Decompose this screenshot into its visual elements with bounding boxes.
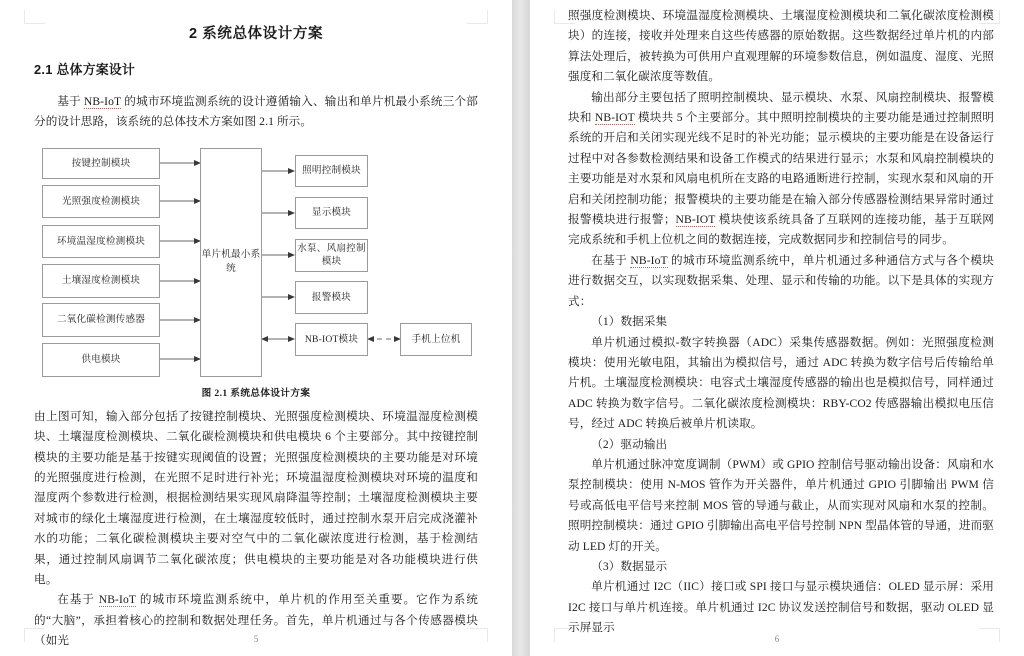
diagram-box-output-1: 显示模块 — [295, 197, 368, 229]
page-number-right: 6 — [774, 634, 780, 644]
paragraph-drive-output: 单片机通过脉冲宽度调制（PWM）或 GPIO 控制信号驱动输出设备：风扇和水泵控制模块：使用 N-MOS 管作为开关器件，单片机通过 GPIO 引脚输出 PWM 信号或高低电平信号来控制 MOS 管的导通与截止，从而实现对风扇和水泵的控制。照明控制模块：通过 GPIO 引脚输出高电平信号控制 NPN 型晶体管的导通，进而驱动 LED 灯的开关。 — [568, 457, 994, 553]
term-nbiot-3: NB-IoT — [630, 253, 668, 267]
page-right — [530, 0, 1024, 656]
list-item-1-heading: （1）数据采集 — [591, 315, 668, 329]
diagram-box-input-3: 土壤湿度检测模块 — [42, 264, 160, 298]
diagram-box-input-4: 二氧化碳检测传感器 — [42, 303, 160, 337]
list-item-3-heading: （3）数据显示 — [591, 559, 668, 573]
page-left-content — [34, 18, 478, 652]
diagram-box-output-4: NB-IOT模块 — [295, 323, 368, 356]
diagram-box-output-2: 水泵、风扇控制模块 — [295, 239, 368, 272]
diagram-box-input-2: 环境温湿度检测模块 — [42, 225, 160, 258]
paragraph-figure-explanation: 由上图可知，输入部分包括了按键控制模块、光照强度检测模块、环境温湿度检测模块、土壤湿度检测模块、二氧化碳检测模块和供电模块 6 个主要部分。其中按键控制模块的主要功能是基于按键实现阈值的设置；光照强度检测模块的主要功能是对环境的光照强度进行检测，在光照不足时进行补光；环境温湿度检测模块对环境的温度和湿度两个参数进行检测，根据检测结果实现风扇降温等控制；土壤湿度检测模块主要对城市的绿化土壤湿度进行检测，在土壤湿度较低时，通过控制水泵开启完成浇灌补水的功能；二氧化碳检测模块主要对空气中的二氧化碳浓度进行检测，基于检测结果，通过控制风扇调节二氧化碳浓度；供电模块的主要功能是对各功能模块进行供电。 — [34, 409, 478, 587]
diagram-box-output-3: 报警模块 — [295, 281, 368, 314]
figure-caption: 图 2.1 系统总体设计方案 — [201, 387, 311, 399]
diagram-box-mcu-core: 单片机最小系统 — [200, 148, 262, 377]
diagram-box-input-5: 供电模块 — [42, 343, 160, 377]
list-item-2-heading: （2）驱动输出 — [591, 437, 668, 451]
section-heading-2-1: 2.1 总体方案设计 — [34, 62, 136, 77]
term-nbiot-2: NB-IoT — [98, 593, 137, 607]
term-nbiot-module-1: NB-IOT — [594, 111, 635, 125]
page-title: 2 系统总体设计方案 — [188, 26, 324, 42]
term-nbiot-module-2: NB-IOT — [675, 213, 716, 227]
figure-2-1-diagram — [34, 145, 478, 383]
diagram-box-input-0: 按键控制模块 — [42, 148, 160, 179]
paragraph-intro: 基于 NB-IoT 的城市环境监测系统的设计遵循输入、输出和单片机最小系统三个部分的设计思路，该系统的总体技术方案如图 2.1 所示。 — [34, 95, 478, 129]
paragraph-data-display: 单片机通过 I2C（IIC）接口或 SPI 接口与显示模块通信：OLED 显示屏：采用 I2C 接口与单片机连接。单片机通过 I2C 协议发送控制信号和数据，驱动 OLED 显示屏显示 — [568, 580, 994, 635]
page-right-content — [568, 6, 994, 639]
paragraph-sensor-connection: 照强度检测模块、环境温湿度检测模块、土壤湿度检测模块和二氧化碳浓度检测模块）的连接，接收并处理来自这些传感器的原始数据。这些数据经过单片机的内部算法处理后，被转换为可供用户直观理解的环境参数信息，例如温度、湿度、光照强度和二氧化碳浓度等数值。 — [568, 9, 994, 84]
term-nbiot: NB-IoT — [83, 95, 122, 108]
page-gutter — [512, 0, 530, 656]
diagram-box-output-0: 照明控制模块 — [295, 155, 368, 187]
paragraph-communication-intro: 在基于 NB-IoT 的城市环境监测系统中，单片机通过多种通信方式与各个模块进行数据交互，以实现数据采集、处理、显示和传输的功能。以下是具体的实现方式： — [568, 253, 994, 308]
diagram-box-input-1: 光照强度检测模块 — [42, 185, 160, 218]
page-number-left: 5 — [253, 634, 259, 644]
paragraph-output-section: 输出部分主要包括了照明控制模块、显示模块、水泵、风扇控制模块、报警模块和 NB-IOT 模块共 5 个主要部分。其中照明控制模块的主要功能是通过控制照明系统的开启和关闭实现光线不足时的补光功能；显示模块的主要功能是在设备运行过程中对各参数检测结果和设备工作模式的结果进行显示；水泵和风扇控制模块的主要功能是对水泵和风扇电机所在支路的电路通断进行控制，实现水泵和风扇的开启和关闭控制功能；报警模块的主要功能是在输入部分传感器检测结果异常时通过报警模块进行报警；NB-IOT 模块使该系统具备了互联网的连接功能，基于互联网完成系统和手机上位机之间的数据连接，完成数据同步和控制信号的同步。 — [568, 90, 994, 247]
figure-2-1 — [34, 145, 478, 383]
paragraph-mcu-role: 在基于 NB-IoT 的城市环境监测系统中，单片机的作用至关重要。它作为系统的“大脑”，承担着核心的控制和数据处理任务。首先，单片机通过与各个传感器模块（如光 — [34, 593, 478, 648]
diagram-box-external-phone: 手机上位机 — [400, 323, 472, 356]
paragraph-data-acquisition: 单片机通过模拟-数字转换器（ADC）采集传感器数据。例如：光照强度检测模块：使用光敏电阻，其输出为模拟信号，通过 ADC 转换为数字信号后传输给单片机。土壤湿度检测模块：电容式土壤湿度传感器的输出也是模拟信号，同样通过 ADC 转换为数字信号。二氧化碳浓度检测模块：RBY-CO2 传感器输出模拟电压信号，经过 ADC 转换后被单片机读取。 — [568, 335, 994, 431]
